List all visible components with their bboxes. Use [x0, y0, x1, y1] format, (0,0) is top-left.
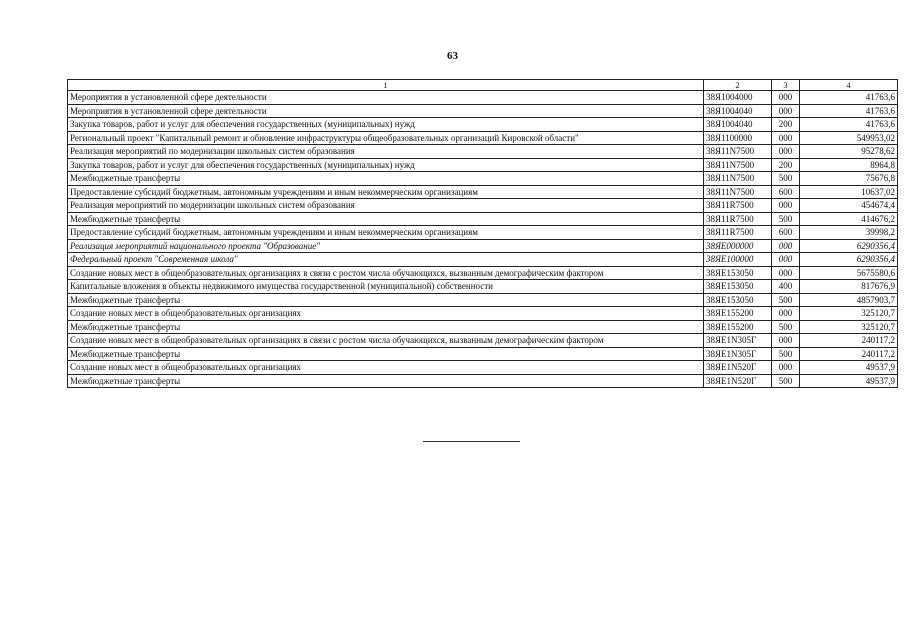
budget-table	[67, 79, 898, 388]
row-code-cell: 38Я11R7500	[704, 212, 772, 226]
row-code-cell: 38Я11N7500	[704, 145, 772, 159]
row-name-cell: Межбюджетные трансферты	[68, 293, 704, 307]
row-code-cell: 38ЯЕ1N305Г	[704, 347, 772, 361]
table-row	[68, 226, 898, 240]
table-row	[68, 118, 898, 132]
row-type-cell: 000	[772, 131, 800, 145]
row-type-cell: 000	[772, 239, 800, 253]
row-amount-cell: 240117,2	[800, 334, 898, 348]
row-code-cell: 38ЯЕ155200	[704, 307, 772, 321]
row-amount-cell: 325120,7	[800, 320, 898, 334]
row-amount-cell: 41763,6	[800, 104, 898, 118]
table-body	[68, 91, 898, 388]
table-row	[68, 253, 898, 267]
row-amount-cell: 240117,2	[800, 347, 898, 361]
row-name-cell: Межбюджетные трансферты	[68, 347, 704, 361]
row-type-cell: 400	[772, 280, 800, 294]
table-row	[68, 347, 898, 361]
row-code-cell: 38ЯЕ155200	[704, 320, 772, 334]
row-name-cell: Региональный проект "Капитальный ремонт и обновление инфраструктуры общеобразовательных организаций Кировской области"	[68, 131, 704, 145]
row-type-cell: 500	[772, 347, 800, 361]
table-row	[68, 172, 898, 186]
row-name-cell: Межбюджетные трансферты	[68, 320, 704, 334]
table-row	[68, 266, 898, 280]
row-type-cell: 600	[772, 226, 800, 240]
row-amount-cell: 325120,7	[800, 307, 898, 321]
row-code-cell: 38Я11N7500	[704, 158, 772, 172]
row-name-cell: Реализация мероприятий по модернизации школьных систем образования	[68, 199, 704, 213]
row-code-cell: 38Я1004040	[704, 118, 772, 132]
table-row	[68, 374, 898, 388]
row-code-cell: 38Я11R7500	[704, 226, 772, 240]
row-code-cell: 38ЯЕ153050	[704, 293, 772, 307]
row-type-cell: 000	[772, 334, 800, 348]
row-type-cell: 500	[772, 374, 800, 388]
row-code-cell: 38ЯЕ000000	[704, 239, 772, 253]
row-code-cell: 38ЯЕ1N520Г	[704, 374, 772, 388]
row-name-cell: Реализация мероприятий национального проекта "Образование"	[68, 239, 704, 253]
table-row	[68, 334, 898, 348]
row-amount-cell: 414676,2	[800, 212, 898, 226]
row-code-cell: 38Я1100000	[704, 131, 772, 145]
row-type-cell: 500	[772, 212, 800, 226]
row-type-cell: 600	[772, 185, 800, 199]
page-number: 63	[447, 50, 458, 62]
row-type-cell: 200	[772, 118, 800, 132]
row-name-cell: Предоставление субсидий бюджетным, автономным учреждениям и иным некоммерческим организациям	[68, 185, 704, 199]
row-code-cell: 38Я1004000	[704, 91, 772, 105]
row-code-cell: 38ЯЕ100000	[704, 253, 772, 267]
row-amount-cell: 6290356,4	[800, 239, 898, 253]
row-type-cell: 000	[772, 307, 800, 321]
row-type-cell: 000	[772, 199, 800, 213]
table-row	[68, 158, 898, 172]
row-code-cell: 38ЯЕ153050	[704, 280, 772, 294]
row-name-cell: Реализация мероприятий по модернизации школьных систем образования	[68, 145, 704, 159]
row-code-cell: 38Я11N7500	[704, 172, 772, 186]
row-amount-cell: 49537,9	[800, 361, 898, 375]
row-name-cell: Межбюджетные трансферты	[68, 374, 704, 388]
column-header-1: 1	[68, 80, 704, 91]
row-name-cell: Создание новых мест в общеобразовательных организациях в связи с ростом числа обучающихся, вызванным демографическим фактором	[68, 334, 704, 348]
row-type-cell: 000	[772, 266, 800, 280]
row-type-cell: 200	[772, 158, 800, 172]
row-code-cell: 38Я11N7500	[704, 185, 772, 199]
table-row	[68, 307, 898, 321]
table-row	[68, 145, 898, 159]
table-row	[68, 320, 898, 334]
row-type-cell: 000	[772, 104, 800, 118]
row-name-cell: Федеральный проект "Современная школа"	[68, 253, 704, 267]
row-code-cell: 38ЯЕ153050	[704, 266, 772, 280]
row-code-cell: 38Я11R7500	[704, 199, 772, 213]
row-type-cell: 000	[772, 361, 800, 375]
row-name-cell: Создание новых мест в общеобразовательных организациях	[68, 307, 704, 321]
row-amount-cell: 549953,02	[800, 131, 898, 145]
table-row	[68, 104, 898, 118]
row-amount-cell: 10637,02	[800, 185, 898, 199]
row-type-cell: 000	[772, 253, 800, 267]
row-amount-cell: 41763,6	[800, 118, 898, 132]
table-row	[68, 212, 898, 226]
row-amount-cell: 95278,62	[800, 145, 898, 159]
row-amount-cell: 41763,6	[800, 91, 898, 105]
table-row	[68, 131, 898, 145]
footer-divider	[423, 441, 520, 442]
row-name-cell: Создание новых мест в общеобразовательных организациях	[68, 361, 704, 375]
table-header-row	[68, 80, 898, 91]
row-name-cell: Межбюджетные трансферты	[68, 172, 704, 186]
row-name-cell: Мероприятия в установленной сфере деятельности	[68, 104, 704, 118]
row-name-cell: Предоставление субсидий бюджетным, автономным учреждениям и иным некоммерческим организациям	[68, 226, 704, 240]
column-header-4: 4	[800, 80, 898, 91]
row-amount-cell: 454674,4	[800, 199, 898, 213]
row-type-cell: 500	[772, 172, 800, 186]
row-amount-cell: 8964,8	[800, 158, 898, 172]
row-code-cell: 38ЯЕ1N520Г	[704, 361, 772, 375]
row-name-cell: Мероприятия в установленной сфере деятельности	[68, 91, 704, 105]
row-name-cell: Закупка товаров, работ и услуг для обеспечения государственных (муниципальных) нужд	[68, 118, 704, 132]
table-row	[68, 239, 898, 253]
table-row	[68, 361, 898, 375]
row-amount-cell: 4857903,7	[800, 293, 898, 307]
row-type-cell: 500	[772, 320, 800, 334]
row-type-cell: 000	[772, 91, 800, 105]
column-header-2: 2	[704, 80, 772, 91]
row-name-cell: Создание новых мест в общеобразовательных организациях в связи с ростом числа обучающихся, вызванным демографическим фактором	[68, 266, 704, 280]
row-amount-cell: 75676,8	[800, 172, 898, 186]
row-amount-cell: 5675580,6	[800, 266, 898, 280]
table-row	[68, 293, 898, 307]
row-amount-cell: 49537,9	[800, 374, 898, 388]
table-row	[68, 185, 898, 199]
table-row	[68, 91, 898, 105]
row-amount-cell: 39998,2	[800, 226, 898, 240]
row-code-cell: 38Я1004040	[704, 104, 772, 118]
row-amount-cell: 817676,9	[800, 280, 898, 294]
row-code-cell: 38ЯЕ1N305Г	[704, 334, 772, 348]
row-name-cell: Капитальные вложения в объекты недвижимого имущества государственной (муниципальной) собственности	[68, 280, 704, 294]
column-header-3: 3	[772, 80, 800, 91]
row-name-cell: Межбюджетные трансферты	[68, 212, 704, 226]
row-type-cell: 500	[772, 293, 800, 307]
table-row	[68, 280, 898, 294]
row-type-cell: 000	[772, 145, 800, 159]
row-amount-cell: 6290356,4	[800, 253, 898, 267]
table-row	[68, 199, 898, 213]
row-name-cell: Закупка товаров, работ и услуг для обеспечения государственных (муниципальных) нужд	[68, 158, 704, 172]
